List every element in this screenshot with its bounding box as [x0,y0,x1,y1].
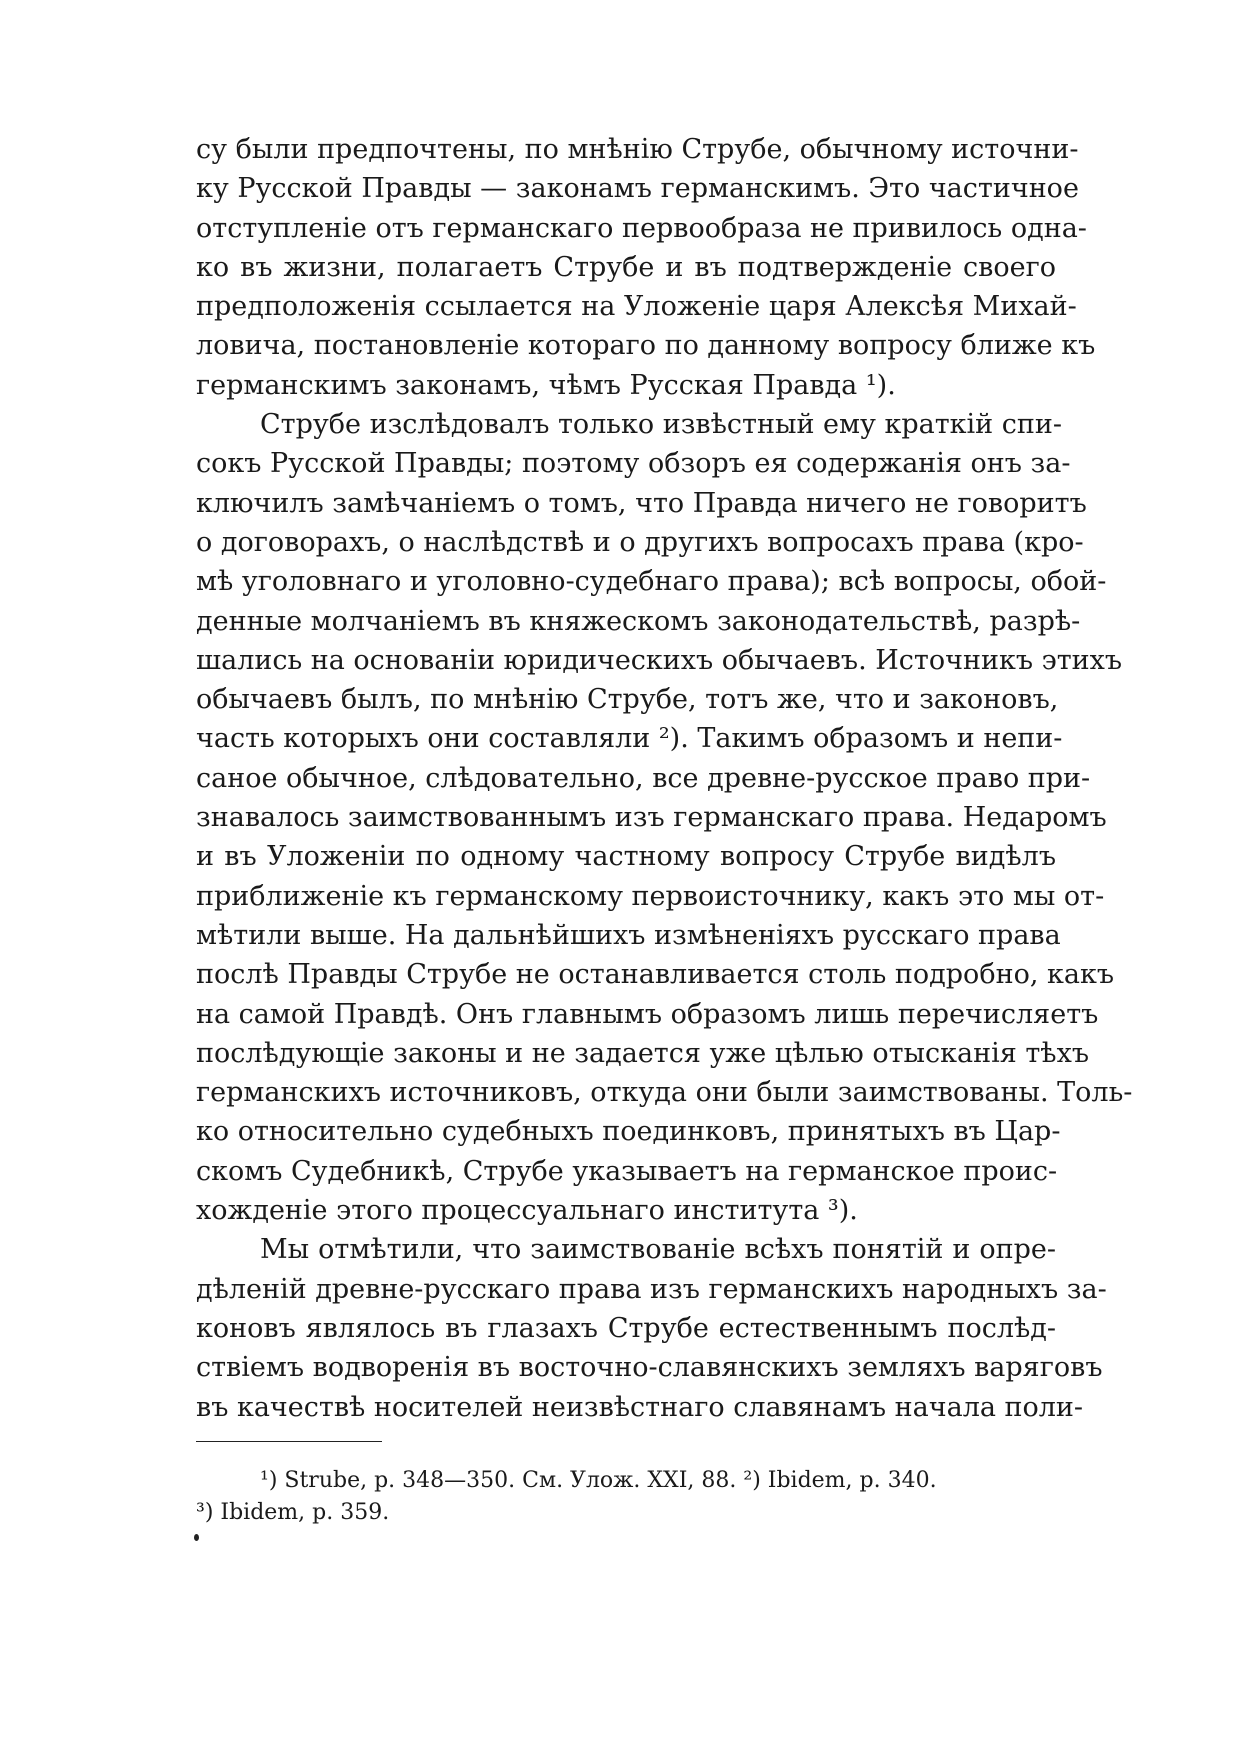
text-line: послѣдующіе законы и не задается уже цѣлью отысканія тѣхъ [196,1037,1089,1069]
text-line: и въ Уложеніи по одному частному вопросу Струбе видѣлъ [196,841,1056,873]
text-line: въ качествѣ носителей неизвѣстнаго славянамъ начала поли- [196,1391,1084,1423]
text-line: знавалось заимствованнымъ изъ германскаго права. Недаромъ [196,802,1107,834]
text-line: германскихъ источниковъ, откуда они были заимствованы. Толь- [196,1077,1133,1109]
text-line: ку Русской Правды — законамъ германскимъ. Это частичное [196,173,1079,205]
text-line: о договорахъ, о наслѣдствѣ и о другихъ вопросахъ права (кро- [196,526,1084,558]
footnote-line: ³) Ibidem, p. 359. [196,1500,390,1525]
body-text [196,130,1133,1427]
text-line: сокъ Русской Правды; поэтому обзоръ ея содержанія онъ за- [196,448,1071,480]
text-line: хожденіе этого процессуальнаго института ³). [196,1195,858,1227]
text-line: послѣ Правды Струбе не останавливается столь подробно, какъ [196,959,1115,991]
text-line: часть которыхъ они составляли ²). Такимъ образомъ и непи- [196,723,1063,755]
text-line: предположенія ссылается на Уложеніе царя Алексѣя Михай- [196,291,1077,323]
text-line: дѣленій древне-русскаго права изъ германскихъ народныхъ за- [196,1273,1107,1305]
text-line: приближеніе къ германскому первоисточнику, какъ это мы от- [196,880,1105,912]
text-line: саное обычное, слѣдовательно, все древне-русское право при- [196,762,1091,794]
text-line: обычаевъ былъ, по мнѣнію Струбе, тотъ же, что и законовъ, [196,684,1059,716]
text-line: су были предпочтены, по мнѣнію Струбе, обычному источни- [196,134,1079,165]
text-line: шались на основаніи юридическихъ обычаевъ. Источникъ этихъ [196,644,1123,676]
text-line: ствіемъ водворенія въ восточно-славянскихъ земляхъ варяговъ [196,1352,1103,1384]
text-line: на самой Правдѣ. Онъ главнымъ образомъ лишь перечисляетъ [196,998,1099,1030]
text-line: ловича, постановленіе котораго по данному вопросу ближе къ [196,330,1096,362]
text-line: Струбе изслѣдовалъ только извѣстный ему краткій спи- [260,409,1062,441]
text-line: коновъ являлось въ глазахъ Струбе естественнымъ послѣд- [196,1312,1056,1344]
text-line: отступленіе отъ германскаго первообраза не привилось одна- [196,212,1087,244]
text-line: мѣ уголовнаго и уголовно-судебнаго права); всѣ вопросы, обой- [196,566,1107,598]
text-line: ко въ жизни, полагаетъ Струбе и въ подтвержденіе своего [196,251,1056,283]
text-line: Мы отмѣтили, что заимствованіе всѣхъ понятій и опре- [260,1234,1056,1266]
text-line: мѣтили выше. На дальнѣйшихъ измѣненіяхъ русскаго права [196,919,1061,951]
text-line: скомъ Судебникѣ, Струбе указываетъ на германское проис- [196,1155,1058,1187]
footnote-divider [196,1441,382,1442]
footnote-line: ¹) Strube, p. 348—350. См. Улож. XXI, 88. ²) Ibidem, p. 340. [260,1468,937,1493]
text-line: ключилъ замѣчаніемъ о томъ, что Правда ничего не говоритъ [196,487,1087,519]
stray-dot-mark [194,1534,199,1541]
text-line: денные молчаніемъ въ княжескомъ законодательствѣ, разрѣ- [196,605,1081,637]
text-line: германскимъ законамъ, чѣмъ Русская Правда ¹). [196,369,896,401]
footnotes [196,1465,1056,1529]
text-line: ко относительно судебныхъ поединковъ, принятыхъ въ Цар- [196,1116,1061,1148]
